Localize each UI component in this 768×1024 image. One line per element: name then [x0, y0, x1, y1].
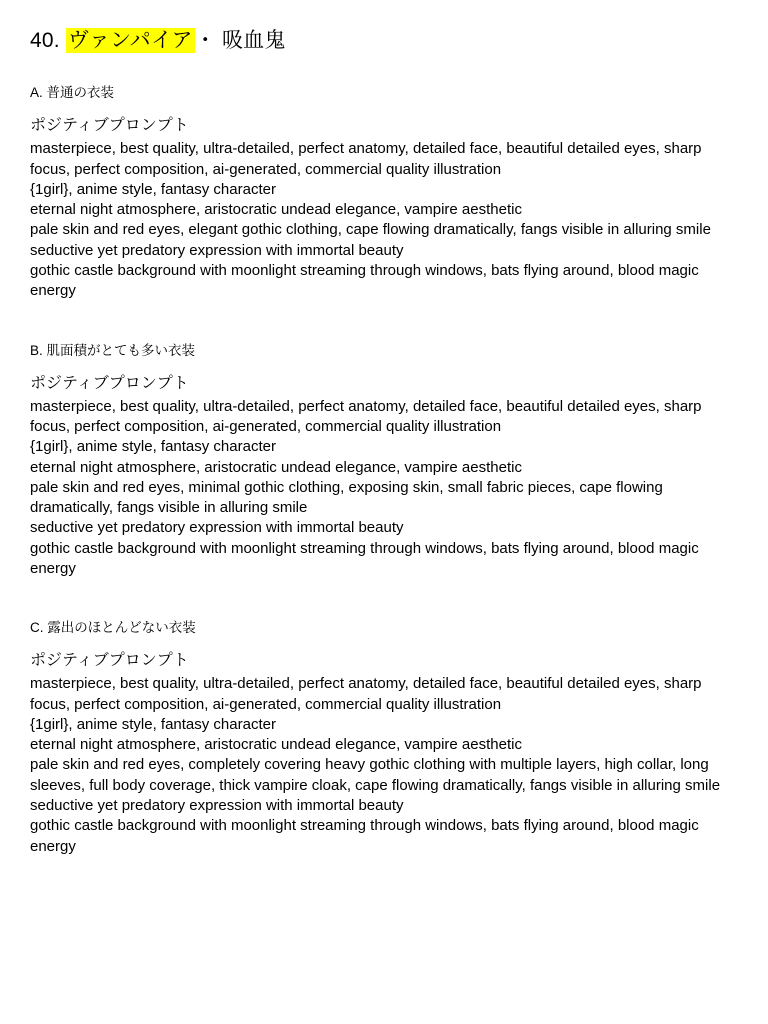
page-title	[30, 28, 738, 54]
prompt-label: ポジティブプロンプト	[30, 652, 189, 670]
prompt-lines	[30, 674, 738, 857]
section-heading: B. 肌面積がとても多い衣装	[30, 342, 196, 358]
title-number: 40.	[30, 29, 66, 52]
prompt-line: masterpiece, best quality, ultra-detailed, perfect anatomy, detailed face, beautiful detailed eyes, sharp focus, perfect composition, ai-generated, commercial quality illustration	[30, 397, 702, 435]
sections	[30, 81, 738, 857]
prompt-section	[30, 616, 738, 857]
title-highlight: ヴァンパイア	[67, 29, 193, 52]
prompt-line: pale skin and red eyes, elegant gothic clothing, cape flowing dramatically, fangs visible in alluring smile	[30, 221, 711, 239]
prompt-line: {1girl}, anime style, fantasy character	[30, 438, 276, 456]
prompt-line: gothic castle background with moonlight streaming through windows, bats flying around, blood magic energy	[30, 817, 699, 855]
prompt-section	[30, 81, 738, 301]
prompt-line: seductive yet predatory expression with immortal beauty	[30, 519, 404, 537]
prompt-line: seductive yet predatory expression with immortal beauty	[30, 241, 404, 259]
prompt-line: {1girl}, anime style, fantasy character	[30, 180, 276, 198]
prompt-line: gothic castle background with moonlight streaming through windows, bats flying around, blood magic energy	[30, 539, 699, 577]
prompt-line: {1girl}, anime style, fantasy character	[30, 715, 276, 733]
prompt-line: eternal night atmosphere, aristocratic undead elegance, vampire aesthetic	[30, 458, 522, 476]
prompt-line: seductive yet predatory expression with immortal beauty	[30, 797, 404, 815]
prompt-line: masterpiece, best quality, ultra-detailed, perfect anatomy, detailed face, beautiful detailed eyes, sharp focus, perfect composition, ai-generated, commercial quality illustration	[30, 675, 702, 713]
section-heading: A. 普通の衣装	[30, 85, 115, 101]
prompt-label: ポジティブプロンプト	[30, 117, 189, 135]
prompt-line: eternal night atmosphere, aristocratic undead elegance, vampire aesthetic	[30, 736, 522, 754]
section-heading: C. 露出のほとんどない衣装	[30, 620, 196, 636]
prompt-label: ポジティブプロンプト	[30, 374, 189, 392]
prompt-line: pale skin and red eyes, minimal gothic clothing, exposing skin, small fabric pieces, cape flowing dramatically, fangs visible in alluring smile	[30, 478, 663, 517]
prompt-line: gothic castle background with moonlight streaming through windows, bats flying around, blood magic energy	[30, 262, 699, 300]
prompt-section	[30, 339, 738, 580]
prompt-line: pale skin and red eyes, completely covering heavy gothic clothing with multiple layers, high collar, long sleeves, full body coverage, thick vampire cloak, cape flowing dramatically, fangs visible in alluring smile	[30, 756, 721, 794]
prompt-lines	[30, 397, 738, 580]
prompt-line: eternal night atmosphere, aristocratic undead elegance, vampire aesthetic	[30, 201, 522, 219]
prompt-lines	[30, 139, 738, 301]
prompt-line: masterpiece, best quality, ultra-detailed, perfect anatomy, detailed face, beautiful detailed eyes, sharp focus, perfect composition, ai-generated, commercial quality illustration	[30, 140, 702, 178]
title-suffix: ・ 吸血鬼	[194, 29, 286, 52]
